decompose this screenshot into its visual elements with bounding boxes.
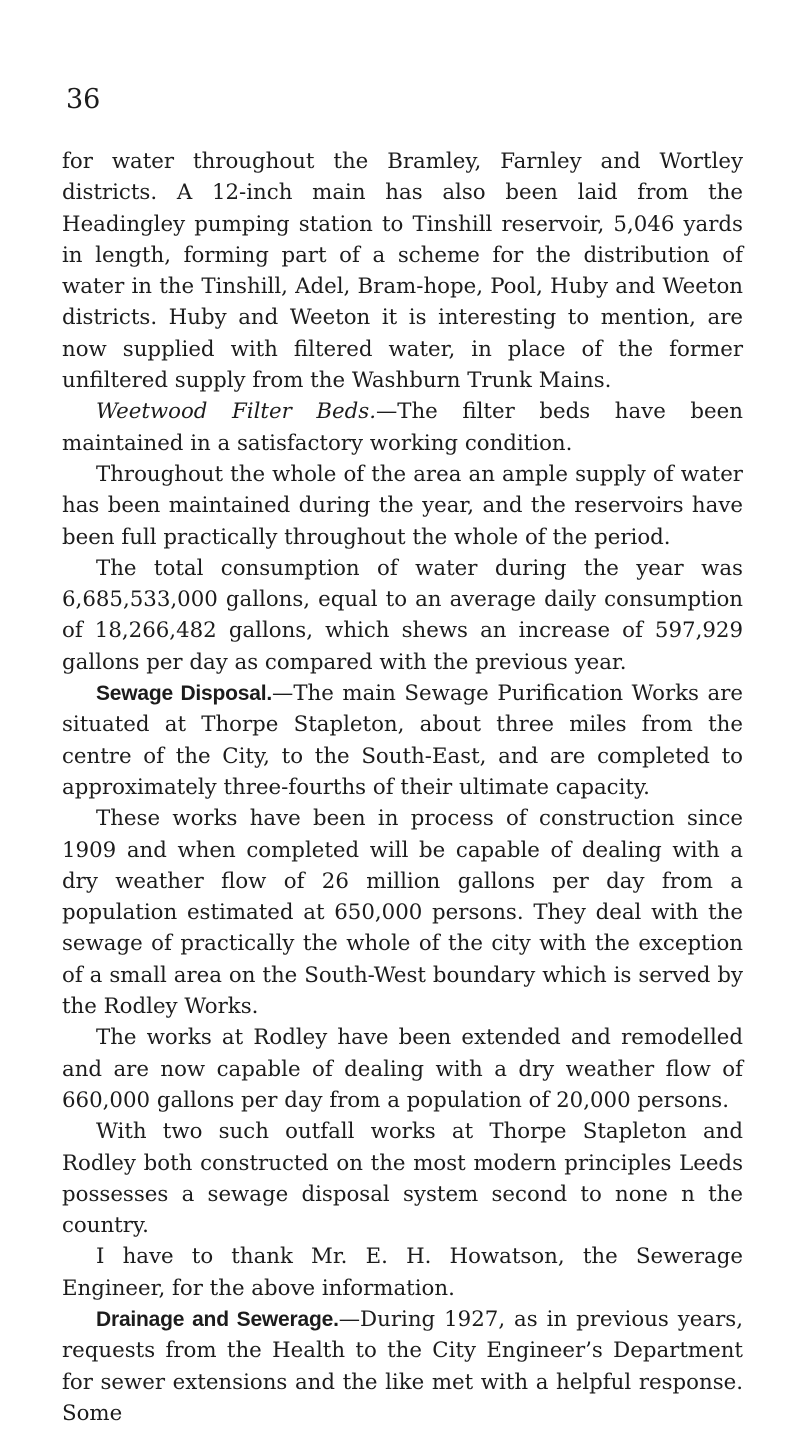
paragraph-rodley-works [62, 1022, 743, 1116]
paragraph-text: for water throughout the Bramley, Farnley and Wortley districts. A 12-inch main has also been laid from the Headingley pumping station to Tinshill reservoir, 5,046 yards in length, forming part of a scheme for the distribution of water in the Tinshill, Adel, Bram-hope, Pool, Huby and Weeton districts. Huby and Weeton it is interesting to mention, are now supplied with filtered water, in place of the former unfiltered supply from the Washburn Trunk Mains. [62, 149, 743, 394]
paragraph-text: The works at Rodley have been extended and remodelled and are now capable of dealing with a dry weather flow of 660,000 gallons per day from a population of 20,000 persons. [62, 1025, 743, 1113]
paragraph-outfall-works [62, 1116, 743, 1241]
paragraph-acknowledgement [62, 1241, 743, 1304]
paragraph-text: —The main Sewage Purification Works are situated at Thorpe Stapleton, about three miles from the centre of the City, to the South-East, and are completed to approximately three-fourths of their ultimate capacity. [62, 681, 744, 800]
paragraph-supply [62, 459, 743, 553]
page-number: 36 [66, 84, 101, 115]
section-heading-sewage-disposal: Sewage Disposal. [96, 682, 273, 706]
paragraph-construction [62, 803, 743, 1022]
paragraph-weetwood-filter-beds [62, 396, 743, 459]
paragraph-text: I have to thank Mr. E. H. Howatson, the Sewerage Engineer, for the above information. [62, 1244, 743, 1301]
paragraph-water-mains [62, 146, 743, 396]
paragraph-text: With two such outfall works at Thorpe Stapleton and Rodley both constructed on the most modern principles Leeds possesses a sewage disposal system second to none n the country. [62, 1119, 743, 1239]
body-text [62, 146, 743, 1429]
section-heading-drainage-sewerage: Drainage and Sewerage. [96, 1307, 339, 1331]
paragraph-sewage-disposal [62, 678, 743, 803]
paragraph-text: —During 1927, as in previous years, requests from the Health to the City Engineer’s Department for sewer extensions and the like met with a helpful response. Some [62, 1306, 743, 1426]
paragraph-drainage-sewerage [62, 1304, 743, 1429]
section-heading-weetwood-filter-beds: Weetwood Filter Beds. [96, 399, 376, 425]
paragraph-text: —The filter beds have been maintained in a satisfactory working condition. [62, 399, 743, 456]
paragraph-consumption [62, 553, 743, 678]
paragraph-text: Throughout the whole of the area an ample supply of water has been maintained during the year, and the reservoirs have been full practically throughout the whole of the period. [62, 461, 743, 550]
paragraph-text: The total consumption of water during the year was 6,685,533,000 gallons, equal to an average daily consumption of 18,266,482 gallons, which shews an increase of 597,929 gallons per day as compared with the previous year. [62, 555, 743, 675]
paragraph-text: These works have been in process of construction since 1909 and when completed will be capable of dealing with a dry weather flow of 26 million gallons per day from a population estimated at 650,000 persons. They deal with the sewage of practically the whole of the city with the exception of a small area on the South-West boundary which is served by the Rodley Works. [62, 806, 743, 1020]
